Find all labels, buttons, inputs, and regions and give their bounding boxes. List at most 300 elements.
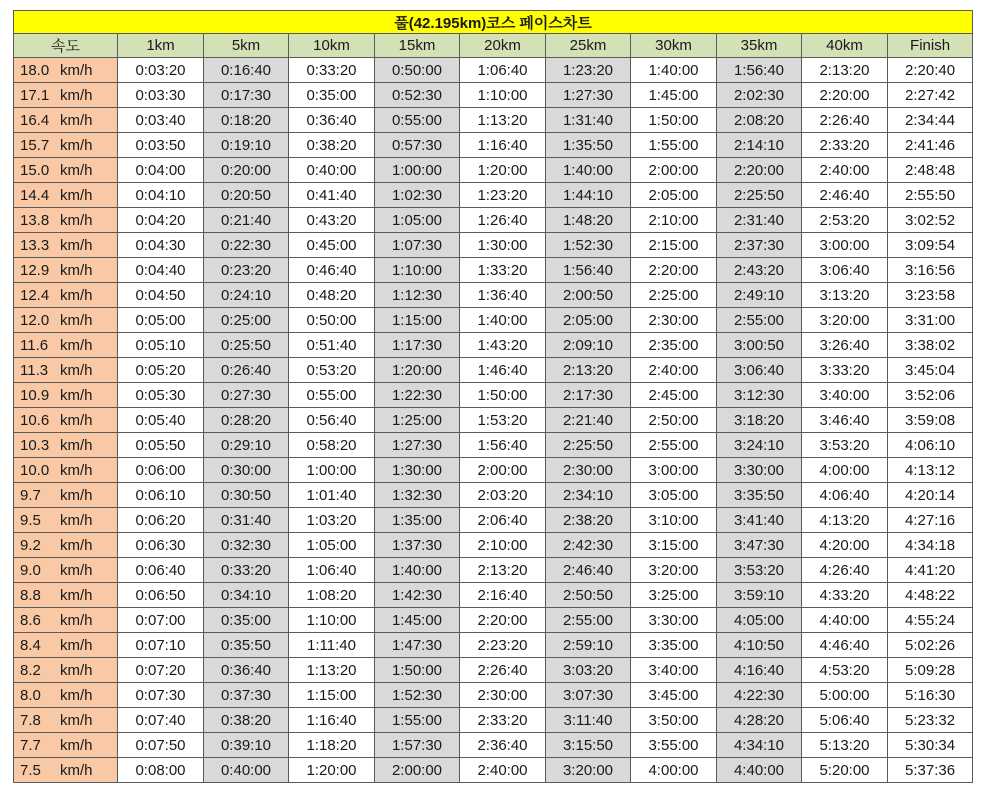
time-cell: 3:45:00	[631, 683, 717, 708]
time-cell: 1:08:20	[289, 583, 375, 608]
time-cell: 2:14:10	[717, 133, 802, 158]
time-cell: 0:07:10	[118, 633, 204, 658]
speed-unit: km/h	[60, 586, 93, 604]
time-cell: 0:33:20	[204, 558, 289, 583]
time-cell: 3:15:00	[631, 533, 717, 558]
time-cell: 3:20:00	[631, 558, 717, 583]
time-cell: 0:32:30	[204, 533, 289, 558]
speed-value: 9.0	[20, 561, 41, 579]
time-cell: 1:06:40	[460, 58, 546, 83]
speed-value: 9.2	[20, 536, 41, 554]
time-cell: 2:25:00	[631, 283, 717, 308]
table-row	[14, 758, 973, 783]
time-cell: 2:41:46	[888, 133, 973, 158]
column-header: 40km	[802, 34, 888, 58]
time-cell: 0:07:50	[118, 733, 204, 758]
time-cell: 0:20:50	[204, 183, 289, 208]
time-cell: 3:13:20	[802, 283, 888, 308]
time-cell: 0:30:00	[204, 458, 289, 483]
time-cell: 0:21:40	[204, 208, 289, 233]
time-cell: 0:04:10	[118, 183, 204, 208]
time-cell: 2:50:50	[546, 583, 631, 608]
speed-unit: km/h	[60, 561, 93, 579]
time-cell: 1:26:40	[460, 208, 546, 233]
time-cell: 2:55:50	[888, 183, 973, 208]
table-row	[14, 733, 973, 758]
column-header: 20km	[460, 34, 546, 58]
speed-cell	[14, 733, 118, 758]
time-cell: 4:53:20	[802, 658, 888, 683]
time-cell: 2:40:00	[631, 358, 717, 383]
time-cell: 3:00:00	[802, 233, 888, 258]
speed-unit: km/h	[60, 436, 93, 454]
table-row	[14, 83, 973, 108]
time-cell: 2:55:00	[546, 608, 631, 633]
time-cell: 1:03:20	[289, 508, 375, 533]
time-cell: 1:50:00	[631, 108, 717, 133]
speed-value: 13.8	[20, 211, 50, 229]
speed-unit: km/h	[60, 536, 93, 554]
time-cell: 0:05:10	[118, 333, 204, 358]
time-cell: 3:09:54	[888, 233, 973, 258]
time-cell: 2:00:50	[546, 283, 631, 308]
time-cell: 3:12:30	[717, 383, 802, 408]
table-row	[14, 558, 973, 583]
speed-cell	[14, 258, 118, 283]
speed-cell	[14, 458, 118, 483]
table-row	[14, 333, 973, 358]
speed-value: 9.7	[20, 486, 41, 504]
time-cell: 0:04:40	[118, 258, 204, 283]
time-cell: 1:55:00	[631, 133, 717, 158]
time-cell: 3:33:20	[802, 358, 888, 383]
time-cell: 3:05:00	[631, 483, 717, 508]
speed-value: 18.0	[20, 61, 50, 79]
time-cell: 4:40:00	[717, 758, 802, 783]
time-cell: 5:00:00	[802, 683, 888, 708]
time-cell: 3:52:06	[888, 383, 973, 408]
time-cell: 0:34:10	[204, 583, 289, 608]
speed-value: 10.6	[20, 411, 50, 429]
time-cell: 5:30:34	[888, 733, 973, 758]
speed-cell	[14, 433, 118, 458]
time-cell: 0:57:30	[375, 133, 460, 158]
time-cell: 2:00:00	[631, 158, 717, 183]
time-cell: 0:41:40	[289, 183, 375, 208]
speed-unit: km/h	[60, 686, 93, 704]
table-row	[14, 58, 973, 83]
time-cell: 2:31:40	[717, 208, 802, 233]
time-cell: 0:27:30	[204, 383, 289, 408]
column-header: 30km	[631, 34, 717, 58]
speed-unit: km/h	[60, 386, 93, 404]
time-cell: 1:40:00	[546, 158, 631, 183]
time-cell: 2:20:40	[888, 58, 973, 83]
time-cell: 4:06:10	[888, 433, 973, 458]
time-cell: 3:07:30	[546, 683, 631, 708]
time-cell: 1:23:20	[460, 183, 546, 208]
time-cell: 0:35:00	[289, 83, 375, 108]
speed-value: 11.6	[20, 336, 49, 354]
time-cell: 2:05:00	[546, 308, 631, 333]
time-cell: 2:40:00	[802, 158, 888, 183]
time-cell: 2:36:40	[460, 733, 546, 758]
speed-cell	[14, 558, 118, 583]
time-cell: 0:25:50	[204, 333, 289, 358]
time-cell: 3:47:30	[717, 533, 802, 558]
speed-cell	[14, 533, 118, 558]
time-cell: 5:09:28	[888, 658, 973, 683]
time-cell: 1:44:10	[546, 183, 631, 208]
time-cell: 1:35:50	[546, 133, 631, 158]
table-row	[14, 708, 973, 733]
time-cell: 0:06:40	[118, 558, 204, 583]
time-cell: 1:05:00	[375, 208, 460, 233]
speed-cell	[14, 408, 118, 433]
time-cell: 1:53:20	[460, 408, 546, 433]
time-cell: 0:51:40	[289, 333, 375, 358]
time-cell: 2:53:20	[802, 208, 888, 233]
time-cell: 0:03:40	[118, 108, 204, 133]
time-cell: 2:02:30	[717, 83, 802, 108]
speed-unit: km/h	[60, 461, 93, 479]
time-cell: 3:18:20	[717, 408, 802, 433]
time-cell: 2:42:30	[546, 533, 631, 558]
time-cell: 1:40:00	[375, 558, 460, 583]
speed-value: 11.3	[20, 361, 49, 379]
time-cell: 3:00:50	[717, 333, 802, 358]
time-cell: 1:16:40	[460, 133, 546, 158]
time-cell: 4:20:00	[802, 533, 888, 558]
column-header: 25km	[546, 34, 631, 58]
time-cell: 1:35:00	[375, 508, 460, 533]
time-cell: 3:02:52	[888, 208, 973, 233]
table-row	[14, 533, 973, 558]
time-cell: 1:37:30	[375, 533, 460, 558]
speed-unit: km/h	[60, 186, 93, 204]
time-cell: 2:15:00	[631, 233, 717, 258]
table-row	[14, 158, 973, 183]
time-cell: 0:38:20	[289, 133, 375, 158]
time-cell: 0:06:30	[118, 533, 204, 558]
time-cell: 3:06:40	[717, 358, 802, 383]
time-cell: 0:03:30	[118, 83, 204, 108]
table-row	[14, 358, 973, 383]
time-cell: 0:36:40	[289, 108, 375, 133]
table-row	[14, 283, 973, 308]
time-cell: 2:38:20	[546, 508, 631, 533]
time-cell: 0:26:40	[204, 358, 289, 383]
time-cell: 3:55:00	[631, 733, 717, 758]
speed-unit: km/h	[60, 161, 93, 179]
time-cell: 4:26:40	[802, 558, 888, 583]
time-cell: 0:23:20	[204, 258, 289, 283]
time-cell: 2:10:00	[460, 533, 546, 558]
table-row	[14, 408, 973, 433]
time-cell: 1:15:00	[289, 683, 375, 708]
time-cell: 3:31:00	[888, 308, 973, 333]
time-cell: 3:59:10	[717, 583, 802, 608]
speed-unit: km/h	[60, 136, 93, 154]
speed-cell	[14, 758, 118, 783]
time-cell: 1:10:00	[375, 258, 460, 283]
time-cell: 3:23:58	[888, 283, 973, 308]
time-cell: 4:13:12	[888, 458, 973, 483]
table-title: 풀(42.195km)코스 페이스차트	[14, 11, 973, 34]
time-cell: 1:55:00	[375, 708, 460, 733]
speed-cell	[14, 58, 118, 83]
time-cell: 0:05:20	[118, 358, 204, 383]
time-cell: 1:27:30	[546, 83, 631, 108]
time-cell: 2:20:00	[631, 258, 717, 283]
column-header: 15km	[375, 34, 460, 58]
time-cell: 4:05:00	[717, 608, 802, 633]
header-row	[14, 34, 973, 58]
speed-unit: km/h	[60, 111, 93, 129]
speed-unit: km/h	[60, 336, 93, 354]
time-cell: 2:43:20	[717, 258, 802, 283]
column-header: 35km	[717, 34, 802, 58]
time-cell: 1:33:20	[460, 258, 546, 283]
time-cell: 2:59:10	[546, 633, 631, 658]
time-cell: 3:40:00	[631, 658, 717, 683]
time-cell: 3:35:00	[631, 633, 717, 658]
time-cell: 4:48:22	[888, 583, 973, 608]
speed-cell	[14, 283, 118, 308]
time-cell: 0:40:00	[289, 158, 375, 183]
speed-cell	[14, 608, 118, 633]
time-cell: 1:23:20	[546, 58, 631, 83]
time-cell: 2:30:00	[631, 308, 717, 333]
time-cell: 1:30:00	[460, 233, 546, 258]
time-cell: 1:13:20	[289, 658, 375, 683]
time-cell: 1:11:40	[289, 633, 375, 658]
time-cell: 4:16:40	[717, 658, 802, 683]
speed-cell	[14, 233, 118, 258]
table-row	[14, 183, 973, 208]
time-cell: 2:20:00	[460, 608, 546, 633]
time-cell: 4:40:00	[802, 608, 888, 633]
speed-value: 13.3	[20, 236, 50, 254]
speed-value: 7.7	[20, 736, 41, 754]
time-cell: 3:11:40	[546, 708, 631, 733]
time-cell: 3:45:04	[888, 358, 973, 383]
time-cell: 3:46:40	[802, 408, 888, 433]
table-row	[14, 508, 973, 533]
time-cell: 1:25:00	[375, 408, 460, 433]
speed-value: 8.4	[20, 636, 41, 654]
speed-cell	[14, 633, 118, 658]
time-cell: 2:46:40	[546, 558, 631, 583]
speed-unit: km/h	[60, 711, 93, 729]
speed-cell	[14, 383, 118, 408]
time-cell: 0:03:20	[118, 58, 204, 83]
table-row	[14, 608, 973, 633]
time-cell: 1:46:40	[460, 358, 546, 383]
time-cell: 1:00:00	[375, 158, 460, 183]
table-row	[14, 308, 973, 333]
time-cell: 2:10:00	[631, 208, 717, 233]
time-cell: 0:20:00	[204, 158, 289, 183]
speed-value: 16.4	[20, 111, 50, 129]
speed-unit: km/h	[60, 311, 93, 329]
time-cell: 0:05:50	[118, 433, 204, 458]
time-cell: 0:06:00	[118, 458, 204, 483]
time-cell: 1:27:30	[375, 433, 460, 458]
time-cell: 0:55:00	[375, 108, 460, 133]
time-cell: 2:20:00	[802, 83, 888, 108]
time-cell: 0:18:20	[204, 108, 289, 133]
time-cell: 1:13:20	[460, 108, 546, 133]
time-cell: 5:23:32	[888, 708, 973, 733]
speed-value: 14.4	[20, 186, 50, 204]
time-cell: 0:35:00	[204, 608, 289, 633]
time-cell: 0:03:50	[118, 133, 204, 158]
time-cell: 1:20:00	[289, 758, 375, 783]
time-cell: 2:48:48	[888, 158, 973, 183]
column-header: 5km	[204, 34, 289, 58]
time-cell: 2:25:50	[546, 433, 631, 458]
speed-cell	[14, 83, 118, 108]
speed-cell	[14, 308, 118, 333]
time-cell: 3:50:00	[631, 708, 717, 733]
time-cell: 0:50:00	[375, 58, 460, 83]
table-row	[14, 458, 973, 483]
time-cell: 0:45:00	[289, 233, 375, 258]
table-row	[14, 108, 973, 133]
speed-value: 12.4	[20, 286, 50, 304]
speed-value: 7.8	[20, 711, 41, 729]
time-cell: 1:10:00	[460, 83, 546, 108]
time-cell: 0:31:40	[204, 508, 289, 533]
time-cell: 0:04:20	[118, 208, 204, 233]
speed-unit: km/h	[60, 361, 93, 379]
time-cell: 1:32:30	[375, 483, 460, 508]
pace-chart	[13, 10, 972, 783]
time-cell: 2:25:50	[717, 183, 802, 208]
time-cell: 3:59:08	[888, 408, 973, 433]
speed-value: 8.0	[20, 686, 41, 704]
time-cell: 2:20:00	[717, 158, 802, 183]
time-cell: 4:22:30	[717, 683, 802, 708]
table-body	[14, 58, 973, 783]
time-cell: 0:06:50	[118, 583, 204, 608]
time-cell: 1:56:40	[546, 258, 631, 283]
time-cell: 0:05:30	[118, 383, 204, 408]
time-cell: 0:22:30	[204, 233, 289, 258]
table-row	[14, 208, 973, 233]
time-cell: 3:16:56	[888, 258, 973, 283]
time-cell: 4:00:00	[631, 758, 717, 783]
time-cell: 0:36:40	[204, 658, 289, 683]
speed-value: 8.8	[20, 586, 41, 604]
speed-unit: km/h	[60, 761, 93, 779]
time-cell: 1:12:30	[375, 283, 460, 308]
time-cell: 0:07:40	[118, 708, 204, 733]
speed-value: 15.7	[20, 136, 50, 154]
speed-value: 12.0	[20, 311, 50, 329]
time-cell: 1:20:00	[460, 158, 546, 183]
time-cell: 2:46:40	[802, 183, 888, 208]
speed-value: 8.2	[20, 661, 41, 679]
speed-value: 15.0	[20, 161, 50, 179]
time-cell: 1:36:40	[460, 283, 546, 308]
time-cell: 0:56:40	[289, 408, 375, 433]
time-cell: 1:47:30	[375, 633, 460, 658]
time-cell: 0:05:40	[118, 408, 204, 433]
time-cell: 3:06:40	[802, 258, 888, 283]
speed-value: 8.6	[20, 611, 41, 629]
time-cell: 0:37:30	[204, 683, 289, 708]
time-cell: 0:53:20	[289, 358, 375, 383]
time-cell: 0:16:40	[204, 58, 289, 83]
speed-cell	[14, 658, 118, 683]
title-row	[14, 11, 973, 34]
time-cell: 2:17:30	[546, 383, 631, 408]
time-cell: 0:05:00	[118, 308, 204, 333]
time-cell: 2:34:44	[888, 108, 973, 133]
time-cell: 4:27:16	[888, 508, 973, 533]
pace-table	[13, 10, 973, 783]
table-row	[14, 383, 973, 408]
time-cell: 5:20:00	[802, 758, 888, 783]
time-cell: 3:25:00	[631, 583, 717, 608]
time-cell: 2:03:20	[460, 483, 546, 508]
speed-header: 속도	[14, 34, 118, 58]
speed-value: 12.9	[20, 261, 50, 279]
time-cell: 0:58:20	[289, 433, 375, 458]
time-cell: 0:29:10	[204, 433, 289, 458]
speed-value: 10.9	[20, 386, 50, 404]
time-cell: 2:21:40	[546, 408, 631, 433]
time-cell: 1:40:00	[460, 308, 546, 333]
time-cell: 1:52:30	[375, 683, 460, 708]
time-cell: 3:26:40	[802, 333, 888, 358]
time-cell: 0:07:00	[118, 608, 204, 633]
time-cell: 0:17:30	[204, 83, 289, 108]
time-cell: 0:28:20	[204, 408, 289, 433]
time-cell: 3:20:00	[802, 308, 888, 333]
time-cell: 1:10:00	[289, 608, 375, 633]
time-cell: 4:41:20	[888, 558, 973, 583]
time-cell: 2:33:20	[802, 133, 888, 158]
time-cell: 5:16:30	[888, 683, 973, 708]
table-row	[14, 133, 973, 158]
time-cell: 2:34:10	[546, 483, 631, 508]
time-cell: 4:00:00	[802, 458, 888, 483]
time-cell: 3:53:20	[717, 558, 802, 583]
time-cell: 1:42:30	[375, 583, 460, 608]
speed-cell	[14, 183, 118, 208]
time-cell: 0:43:20	[289, 208, 375, 233]
time-cell: 3:10:00	[631, 508, 717, 533]
time-cell: 0:08:00	[118, 758, 204, 783]
time-cell: 1:00:00	[289, 458, 375, 483]
time-cell: 3:40:00	[802, 383, 888, 408]
time-cell: 3:03:20	[546, 658, 631, 683]
time-cell: 2:16:40	[460, 583, 546, 608]
speed-unit: km/h	[60, 611, 93, 629]
time-cell: 1:30:00	[375, 458, 460, 483]
time-cell: 1:40:00	[631, 58, 717, 83]
time-cell: 0:06:10	[118, 483, 204, 508]
speed-cell	[14, 108, 118, 133]
time-cell: 0:06:20	[118, 508, 204, 533]
table-row	[14, 658, 973, 683]
table-row	[14, 633, 973, 658]
time-cell: 4:10:50	[717, 633, 802, 658]
speed-unit: km/h	[60, 261, 93, 279]
